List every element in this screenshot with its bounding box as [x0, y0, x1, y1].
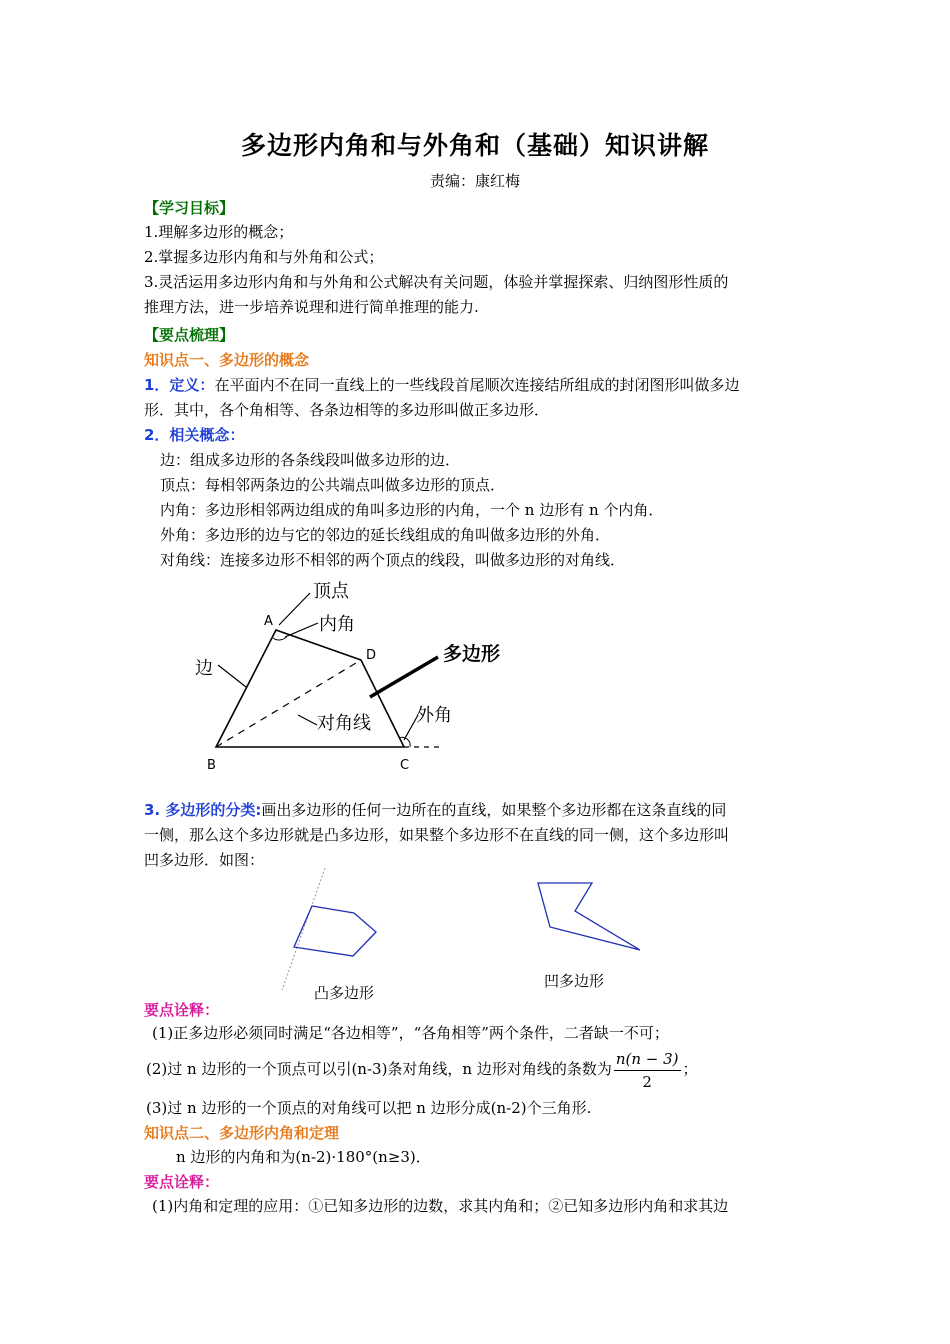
- kp2-notes-heading: 要点诠释：: [144, 1173, 220, 1191]
- note2-end: ；: [682, 1060, 698, 1078]
- label-polygon: 多边形: [443, 643, 501, 665]
- fraction-denominator: 2: [642, 1072, 652, 1091]
- concept-diagonal: 对角线：连接多边形不相邻的两个顶点的线段，叫做多边形的对角线．: [160, 551, 626, 569]
- definition-line-2: 形．其中，各个角相等、各条边相等的多边形叫做正多边形．: [144, 401, 550, 419]
- concave-polygon-figure: [530, 875, 650, 960]
- convex-polygon-figure: [270, 860, 400, 995]
- concept-vertex: 顶点：每相邻两条边的公共端点叫做多边形的顶点．: [160, 476, 506, 494]
- definition-text: 在平面内不在同一直线上的一些线段首尾顺次连接结所组成的封闭图形叫做多边: [214, 376, 740, 394]
- side-pointer: [218, 665, 246, 687]
- classification-label: 3. 多边形的分类:: [144, 801, 262, 819]
- page-title: 多边形内角和与外角和（基础）知识讲解: [240, 131, 709, 160]
- polygon-pointer: [370, 657, 438, 697]
- related-concepts-label: 2．相关概念：: [144, 426, 245, 444]
- classification-text: 画出多边形的任何一边所在的直线，如果整个多边形都在这条直线的同: [261, 801, 727, 819]
- diagonal-count-fraction: [614, 1050, 681, 1091]
- label-side: 边: [195, 658, 213, 679]
- kp2-note-1: (1)内角和定理的应用：①已知多边形的边数，求其内角和；②已知多边形内角和求其边: [152, 1197, 729, 1215]
- summary-heading: 【要点梳理】: [144, 326, 235, 344]
- concave-polygon: [538, 883, 640, 950]
- label-exterior: 外角: [416, 705, 452, 726]
- interior-pointer: [285, 623, 318, 637]
- diagonal-pointer: [298, 715, 317, 725]
- kp1-notes-heading: 要点诠释：: [144, 1001, 220, 1019]
- classification-line-2: 一侧，那么这个多边形就是凸多边形，如果整个多边形不在直线的同一侧，这个多边形叫: [144, 826, 730, 844]
- label-d: D: [366, 648, 377, 663]
- label-a: A: [264, 614, 273, 629]
- kp1-heading: 知识点一、多边形的概念: [144, 351, 310, 369]
- convex-label: 凸多边形: [314, 984, 375, 1002]
- goal-item: 2.掌握多边形内角和与外角和公式；: [144, 248, 384, 266]
- polygon-concept-figure: [180, 575, 520, 780]
- concave-label: 凹多边形: [544, 972, 605, 990]
- author-line: 责编：康红梅: [429, 172, 520, 190]
- concept-side: 边：组成多边形的各条线段叫做多边形的边．: [160, 451, 461, 469]
- classification-line: [144, 800, 814, 820]
- definition-line: [144, 375, 814, 395]
- goal-item: 推理方法，进一步培养说理和进行简单推理的能力.: [144, 298, 479, 316]
- label-c: C: [400, 758, 410, 773]
- convex-polygon: [294, 906, 376, 956]
- goal-item: 3.灵活运用多边形内角和与外角和公式解决有关问题，体验并掌握探索、归纳图形性质的: [144, 273, 729, 291]
- label-b: B: [207, 758, 216, 773]
- definition-label: 1．定义：: [144, 376, 215, 394]
- kp1-note-1: (1)正多边形必须同时满足“各边相等”，“各角相等”两个条件，二者缺一不可；: [152, 1024, 669, 1042]
- concept-exterior-angle: 外角：多边形的边与它的邻边的延长线组成的角叫做多边形的外角．: [160, 526, 611, 544]
- label-diagonal: 对角线: [317, 713, 371, 734]
- vertex-pointer: [279, 593, 310, 625]
- fraction-numerator: n(n − 3): [614, 1050, 681, 1071]
- goals-heading: 【学习目标】: [144, 199, 235, 217]
- note2-text: (2)过 n 边形的一个顶点可以引(n-3)条对角线，n 边形对角线的条数为: [146, 1060, 612, 1078]
- label-interior: 内角: [319, 614, 355, 635]
- classification-line-3: 凹多边形．如图：: [144, 851, 265, 869]
- goal-item: 1.理解多边形的概念；: [144, 223, 294, 241]
- dotted-reference-line: [282, 868, 325, 990]
- concept-interior-angle: 内角：多边形相邻两边组成的角叫多边形的内角，一个 n 边形有 n 个内角．: [160, 501, 664, 519]
- interior-sum-formula: n 边形的内角和为(n-2)·180°(n≥3)．: [176, 1148, 431, 1166]
- kp1-note-2: [146, 1046, 816, 1092]
- kp2-heading: 知识点二、多边形内角和定理: [144, 1124, 340, 1142]
- kp1-note-3: (3)过 n 边形的一个顶点的对角线可以把 n 边形分成(n-2)个三角形.: [146, 1099, 592, 1117]
- label-vertex: 顶点: [313, 581, 349, 602]
